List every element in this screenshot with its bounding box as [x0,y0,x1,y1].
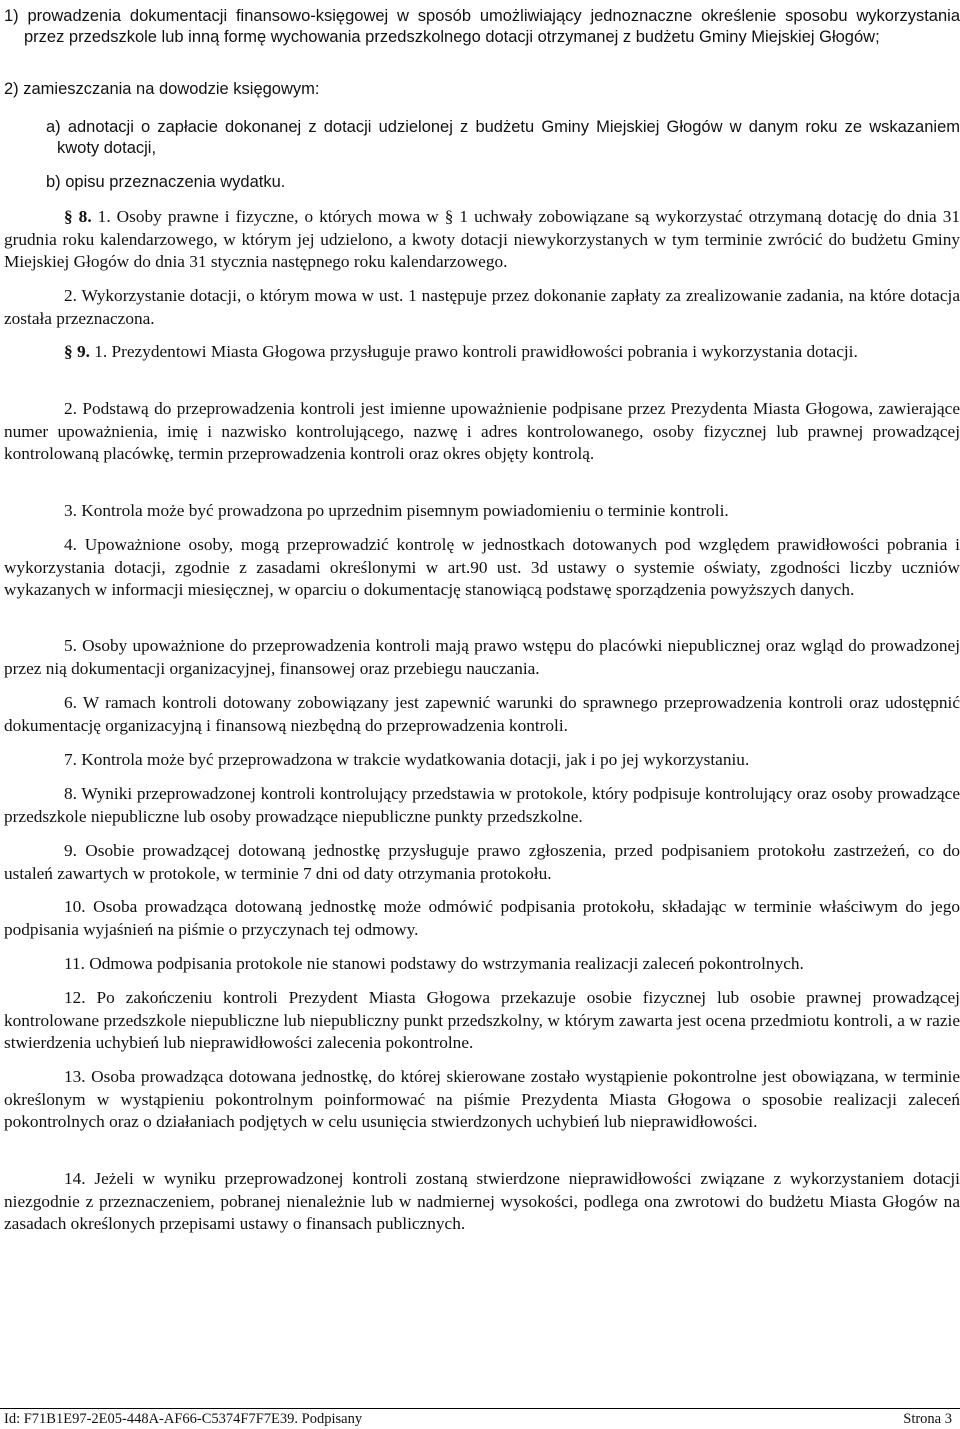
section-8-paragraph-1-text: 1. Osoby prawne i fizyczne, o których mowa w § 1 uchwały zobowiązane są wykorzystać otrzymaną dotację do dnia 31 grudnia roku kalendarzowego, w którym jej udzielono, a kwoty dotacji niewykorzystanych w tym terminie zwrócić do budżetu Gminy Miejskiej Głogów do dnia 31 stycznia następnego roku kalendarzowego. [4,207,960,272]
section-8-paragraph-2: 2. Wykorzystanie dotacji, o którym mowa w ust. 1 następuje przez dokonanie zapłaty za zrealizowanie zadania, na które dotacja została przeznaczona. [4,286,960,328]
section-8-mark: § 8. [64,207,92,226]
section-9-paragraph-8: 8. Wyniki przeprowadzonej kontroli kontrolujący przedstawia w protokole, który podpisuje kontrolujący oraz osoby prowadzące przedszkole niepubliczne lub osoby prowadzące niepubliczne punkty przedszkolne. [4,784,960,826]
section-9-paragraph-1 [4,341,960,364]
section-9-mark: § 9. [64,342,90,361]
section-9-paragraph-3: 3. Kontrola może być prowadzona po uprzednim pisemnym powiadomieniu o terminie kontroli. [64,501,729,520]
section-9-paragraph-11: 11. Odmowa podpisania protokole nie stanowi podstawy do wstrzymania realizacji zaleceń pokontrolnych. [64,954,804,973]
document-id-signature: Id: F71B1E97-2E05-448A-AF66-C5374F7F7E39. Podpisany [4,1411,363,1427]
section-9-paragraph-1-text: 1. Prezydentowi Miasta Głogowa przysługuje prawo kontroli prawidłowości pobrania i wykorzystania dotacji. [89,342,858,361]
section-9-paragraph-4: 4. Upoważnione osoby, mogą przeprowadzić kontrolę w jednostkach dotowanych pod względem prawidłowości pobrania i wykorzystania dotacji, zgodnie z zasadami określonymi w art.90 ust. 3d ustawy o systemie oświaty, zgodności liczby uczniów wykazanych w informacji miesięcznej, w oparciu o dokumentację stanowiącą podstawę sporządzenia powyższych danych. [4,535,960,600]
paragraph-2b-expense-description: b) opisu przeznaczenia wydatku. [46,173,286,191]
section-9-paragraph-2: 2. Podstawą do przeprowadzenia kontroli jest imienne upoważnienie podpisane przez Prezydenta Miasta Głogowa, zawierające numer upoważnienia, imię i nazwisko kontrolującego, nazwę i adres kontrolowanego, osoby fizycznej lub prawnej prowadzącej kontrolowaną placówkę, termin przeprowadzenia kontroli oraz okres objęty kontrolą. [4,399,960,464]
section-9-paragraph-7: 7. Kontrola może być przeprowadzona w trakcie wydatkowania dotacji, jak i po jej wykorzystaniu. [64,750,750,769]
section-9-paragraph-5: 5. Osoby upoważnione do przeprowadzenia kontroli mają prawo wstępu do placówki niepublicznej oraz wgląd do prowadzonej przez nią dokumentacji organizacyjnej, finansowej oraz przebiegu nauczania. [4,636,960,678]
section-9-paragraph-9: 9. Osobie prowadzącej dotowaną jednostkę przysługuje prawo zgłoszenia, przed podpisaniem protokołu zastrzeżeń, co do ustaleń zawartych w protokole, w terminie 7 dni od daty otrzymania protokołu. [4,841,960,883]
page-footer [0,1408,960,1429]
page-number: Strona 3 [903,1411,952,1427]
paragraph-1-financial-documentation: 1) prowadzenia dokumentacji finansowo-księgowej w sposób umożliwiający jednoznaczne określenie sposobu wykorzystania przez przedszkole lub inną formę wychowania przedszkolnego dotacji otrzymanej z budżetu Gminy Miejskiej Głogów; [4,7,960,46]
section-9-paragraph-12: 12. Po zakończeniu kontroli Prezydent Miasta Głogowa przekazuje osobie fizycznej lub osobie prawnej prowadzącej kontrolowane przedszkole niepubliczne lub niepubliczny punkt przedszkolny, w którym zawarta jest ocena przedmiotu kontroli, a w razie stwierdzenia uchybień lub nieprawidłowości zalecenia pokontrolne. [4,988,960,1053]
section-9-paragraph-6: 6. W ramach kontroli dotowany zobowiązany jest zapewnić warunki do sprawnego przeprowadzenia kontroli oraz udostępnić dokumentację organizacyjną i finansową niezbędną do przeprowadzenia kontroli. [4,693,960,735]
paragraph-2a-payment-annotation: a) adnotacji o zapłacie dokonanej z dotacji udzielonej z budżetu Gminy Miejskiej Głogów w danym roku ze wskazaniem kwoty dotacji, [46,118,960,157]
section-9-paragraph-14: 14. Jeżeli w wyniku przeprowadzonej kontroli zostaną stwierdzone nieprawidłowości związane z wykorzystaniem dotacji niezgodnie z przeznaczeniem, pobranej nienależnie lub w nadmiernej wysokości, podlega ona zwrotowi do budżetu Miasta Głogów na zasadach określonych przepisami ustawy o finansach publicznych. [4,1169,960,1234]
section-8-paragraph-1 [4,206,960,274]
section-9-paragraph-10: 10. Osoba prowadząca dotowaną jednostkę może odmówić podpisania protokołu, składając w terminie właściwym do jego podpisania wyjaśnień na piśmie o przyczynach tej odmowy. [4,897,960,939]
paragraph-2-accounting-document: 2) zamieszczania na dowodzie księgowym: [4,80,320,98]
section-9-paragraph-13: 13. Osoba prowadząca dotowana jednostkę, do której skierowane zostało wystąpienie pokontrolne jest obowiązana, w terminie określonym w wystąpieniu pokontrolnym poinformować na piśmie Prezydenta Miasta Głogowa o sposobie realizacji zaleceń pokontrolnych oraz o działaniach podjętych w celu usunięcia stwierdzonych uchybień lub nieprawidłowości. [4,1067,960,1132]
